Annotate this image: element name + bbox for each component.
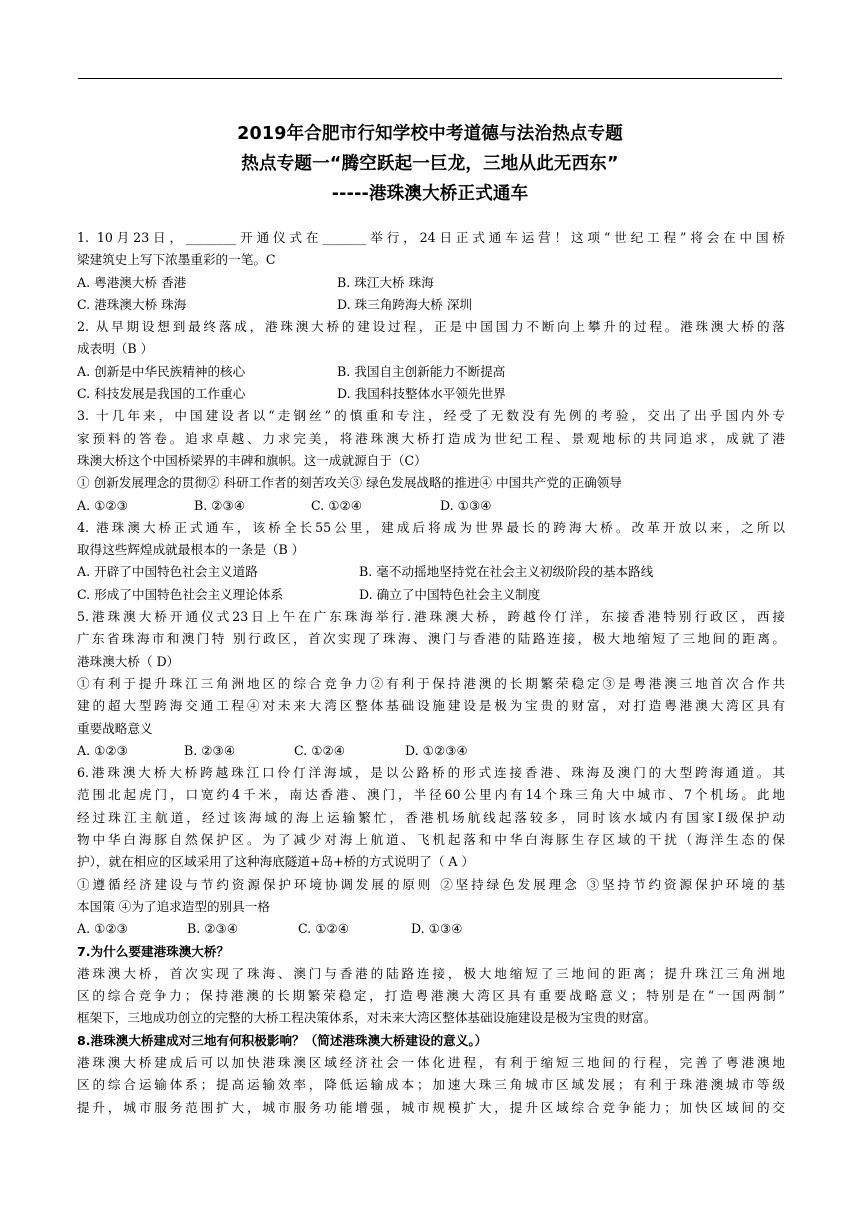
option-b: B. 毫不动摇地坚持党在社会主义初级阶段的基本路线 [359, 564, 654, 580]
question-stem-line: ①遵循经济建设与节约资源保护环境协调发展的原则 ②坚持绿色发展理念 ③坚持节约资源保护环境的基 [77, 876, 785, 892]
answer-line: 区的综合竞争力；保持港澳的长期繁荣稳定，打造粤港澳大湾区具有重要战略意义；特别是在“一国两制” [77, 988, 785, 1004]
option-b: B. 珠江大桥 珠海 [337, 274, 434, 290]
question-2 [77, 316, 785, 405]
question-stem-line: ①有利于提升珠江三角洲地区的综合竞争力②有利于保持港澳的长期繁荣稳定③是粤港澳三地首次合作共 [77, 675, 785, 691]
option-row [77, 740, 785, 762]
option-c: C. ①②④ [298, 921, 350, 937]
option-b: B. ②③④ [194, 497, 246, 513]
question-stem-line: 4. 港珠澳大桥正式通车，该桥全长55公里，建成后将成为世界最长的跨海大桥。改革开放以来，之所以 [77, 519, 785, 535]
option-d: D. ①③④ [411, 921, 463, 937]
answer-line: 区的综合运输体系；提高运输效率，降低运输成本；加速大珠三角城市区域发展；有利于珠港澳城市等级 [77, 1077, 785, 1093]
answer-line: 港珠澳大桥，首次实现了珠海、澳门与香港的陆路连接，极大地缩短了三地间的距离；提升珠江三角洲地 [77, 965, 785, 981]
question-stem-line: 重要战略意义 [77, 720, 153, 736]
question-stem-line: 本国策 ④为了追求造型的别具一格 [77, 898, 270, 914]
question-stem-line: 5.港珠澳大桥开通仪式23日上午在广东珠海举行.港珠澳大桥，跨越伶仃洋，东接香港特别行政区，西接 [77, 609, 785, 625]
question-stem-line: 6.港珠澳大桥大桥跨越珠江口伶仃洋海域，是以公路桥的形式连接香港、珠海及澳门的大型跨海通道。其 [77, 765, 785, 781]
question-stem-line: 港珠澳大桥（ D） [77, 653, 180, 669]
option-d: D. ①③④ [440, 497, 492, 513]
document-body [77, 227, 785, 1119]
option-row [77, 383, 785, 405]
option-a: A. 开辟了中国特色社会主义道路 [77, 564, 258, 580]
question-stem-line: 成表明（B ） [77, 341, 154, 357]
option-d: D. 珠三角跨海大桥 深圳 [337, 296, 473, 312]
question-stem-line: 取得这些辉煌成就最根本的一条是（B ） [77, 542, 305, 558]
question-heading: 7.为什么要建港珠澳大桥？ [77, 943, 230, 959]
question-stem-line: 经过珠江主航道，经过该海域的海上运输繁忙，香港机场航线起落较多，同时该水域内有国家Ⅰ级保护动 [77, 809, 785, 825]
question-stem-line: 范围北起虎门，口宽约4千米，南达香港、澳门，半径60公里内有14个珠三角大中城市、7个机场。此地 [77, 787, 785, 803]
question-stem-line: 建的超大型跨海交通工程④对未来大湾区整体基础设施建设是极为宝贵的财富，对打造粤港澳大湾区具有 [77, 698, 785, 714]
option-row [77, 561, 785, 583]
option-d: D. 确立了中国特色社会主义制度 [359, 586, 541, 602]
option-row [77, 361, 785, 383]
option-b: B. 我国自主创新能力不断提高 [337, 363, 506, 379]
question-stem-line: 家预料的答卷。追求卓越、力求完美，将港珠澳大桥打造成为世纪工程、景观地标的共同追求，成就了港 [77, 430, 785, 446]
option-c: C. ①②④ [294, 742, 346, 758]
option-row [77, 918, 785, 940]
option-c: C. ①②④ [311, 497, 363, 513]
question-6 [77, 762, 785, 940]
option-c: C. 形成了中国特色社会主义理论体系 [77, 586, 284, 602]
question-stem-line: ① 创新发展理念的贯彻② 科研工作者的刻苦攻关③ 绿色发展战略的推进④ 中国共产党的正确领导 [77, 475, 622, 491]
question-1 [77, 227, 785, 316]
page-title: 2019年合肥市行知学校中考道德与法治热点专题 [237, 124, 623, 144]
question-8 [77, 1030, 785, 1119]
question-stem-line: 广东省珠海市和澳门特 别行政区，首次实现了珠海、澳门与香港的陆路连接，极大地缩短了三地间的距离。 [77, 631, 785, 647]
option-b: B. ②③④ [187, 921, 239, 937]
answer-line: 框架下，三地成功创立的完整的大桥工程决策体系，对未来大湾区整体基础设施建设是极为宝贵的财富。 [77, 1010, 657, 1026]
option-a: A. 创新是中华民族精神的核心 [77, 363, 246, 379]
option-a: A. 粤港澳大桥 香港 [77, 274, 187, 290]
option-row [77, 272, 785, 294]
question-stem-line: 珠澳大桥这个中国桥梁界的丰碑和旗帜。这一成就源自于（C） [77, 452, 427, 468]
question-stem-line: 物中华白海豚自然保护区。为了减少对海上航道、飞机起落和中华白海豚生存区域的干扰（海洋生态的保 [77, 832, 785, 848]
option-a: A. ①②③ [77, 497, 128, 513]
question-4 [77, 517, 785, 606]
question-heading: 8.港珠澳大桥建成对三地有何积极影响？（简述港珠澳大桥建设的意义。） [77, 1032, 488, 1048]
question-stem-line: 2. 从早期设想到最终落成，港珠澳大桥的建设过程，正是中国国力不断向上攀升的过程。港珠澳大桥的落 [77, 319, 785, 335]
option-row [77, 294, 785, 316]
page-subtitle: 热点专题一“腾空跃起一巨龙，三地从此无西东” [241, 154, 619, 174]
header-rule [78, 78, 782, 79]
page-subtitle-topic: -----港珠澳大桥正式通车 [331, 184, 529, 204]
question-3 [77, 405, 785, 516]
answer-line: 提升，城市服务范围扩大，城市服务功能增强，城市规模扩大，提升区域综合竞争能力；加快区域间的交 [77, 1099, 785, 1115]
option-a: A. ①②③ [77, 921, 128, 937]
option-c: C. 科技发展是我国的工作重心 [77, 386, 246, 402]
option-row [77, 495, 785, 517]
question-stem-line: 护），就在相应的区域采用了这种海底隧道+岛+桥的方式说明了（ A ） [77, 854, 475, 870]
question-7 [77, 941, 785, 1030]
option-c: C. 港珠澳大桥 珠海 [77, 296, 187, 312]
option-b: B. ②③④ [184, 742, 236, 758]
option-d: D. 我国科技整体水平领先世界 [337, 386, 506, 402]
question-stem-line: 1. 10月23日，________开通仪式在_______举行，24日正式通车运营！这项“世纪工程”将会在中国桥 [77, 230, 785, 245]
question-5 [77, 606, 785, 762]
question-stem-line: 梁建筑史上写下浓墨重彩的一笔。C [77, 252, 276, 268]
option-d: D. ①②③④ [405, 742, 468, 758]
question-stem-line: 3. 十几年来，中国建设者以“走钢丝”的慎重和专注，经受了无数没有先例的考验，交出了出乎国内外专 [77, 408, 785, 424]
answer-line: 港珠澳大桥建成后可以加快港珠澳区域经济社会一体化进程，有利于缩短三地间的行程，完善了粤港澳地 [77, 1054, 785, 1070]
option-a: A. ①②③ [77, 742, 128, 758]
option-row [77, 584, 785, 606]
